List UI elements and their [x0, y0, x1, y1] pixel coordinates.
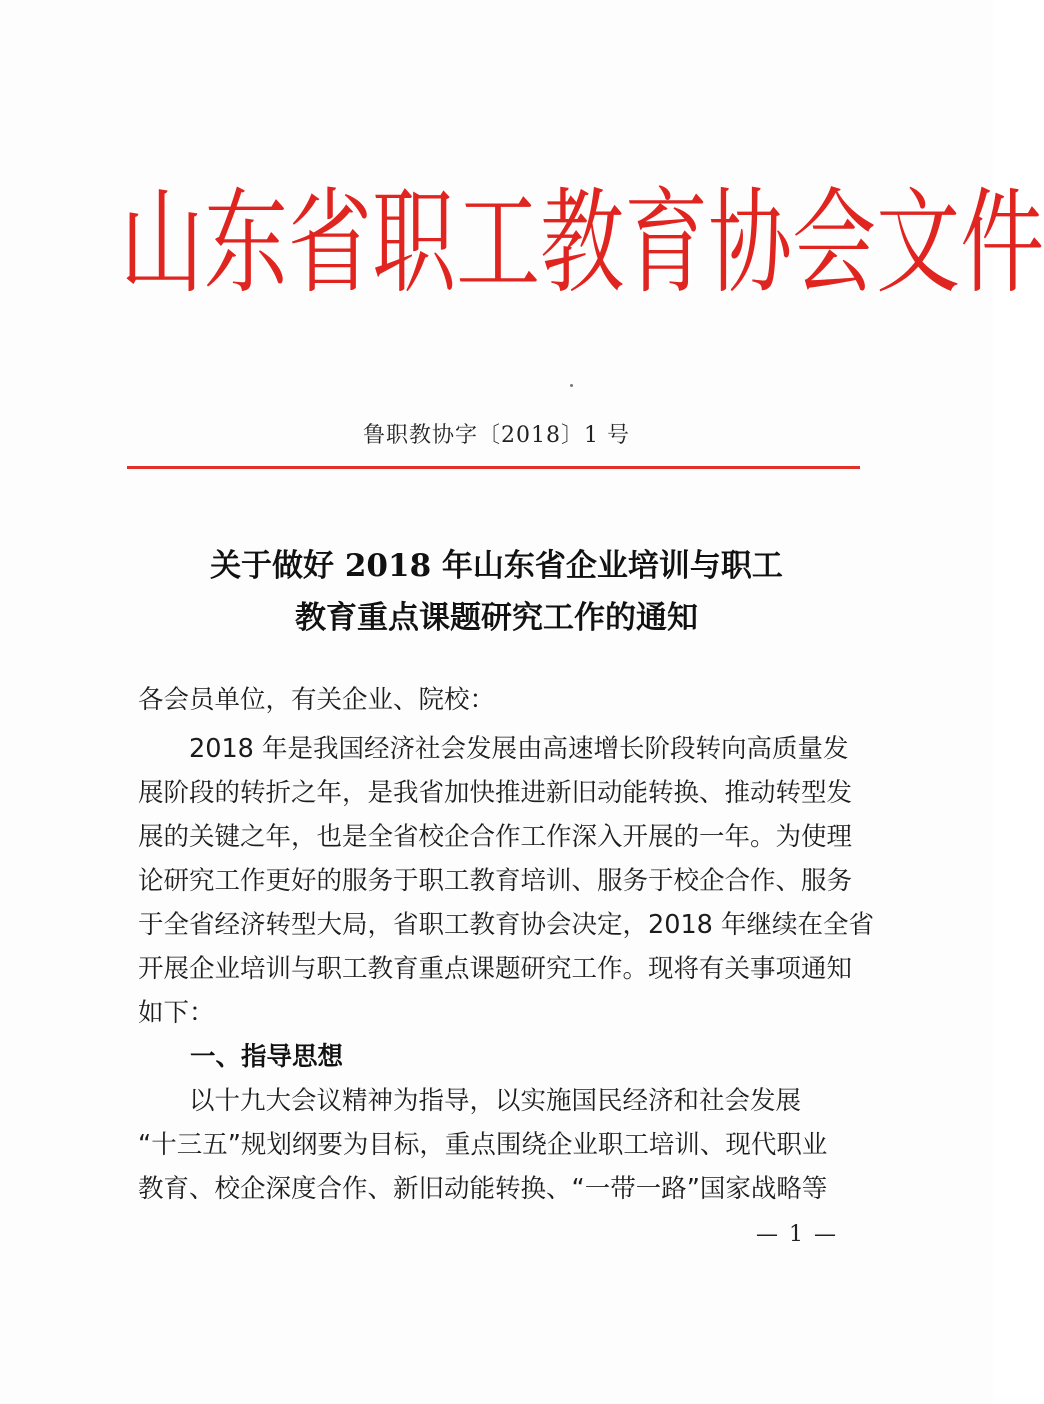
- masthead-char: 协: [708, 176, 793, 310]
- salutation: 各会员单位，有关企业、院校：: [138, 685, 496, 715]
- masthead-char: 件: [960, 176, 1044, 310]
- masthead: [120, 176, 1044, 310]
- paragraph-line: 论研究工作更好的服务于职工教育培训、服务于校企合作、服务: [138, 866, 853, 896]
- paragraph-line: 教育、校企深度合作、新旧动能转换、“一带一路”国家战略等: [138, 1174, 828, 1204]
- paragraph-line: 展的关键之年，也是全省校企合作工作深入开展的一年。为使理: [138, 822, 853, 852]
- paragraph-line: 如下：: [138, 998, 215, 1028]
- section-heading: 一、指导思想: [190, 1042, 344, 1072]
- title-line-1: 关于做好 2018 年山东省企业培训与职工: [210, 548, 783, 584]
- paragraph-line: 于全省经济转型大局，省职工教育协会决定，2018 年继续在全省: [138, 910, 875, 940]
- page-number: — 1 —: [756, 1222, 838, 1247]
- masthead-char: 教: [540, 176, 625, 310]
- paragraph-line: 开展企业培训与职工教育重点课题研究工作。现将有关事项通知: [138, 954, 853, 984]
- masthead-char: 育: [624, 176, 709, 310]
- masthead-char: 东: [204, 176, 289, 310]
- red-divider-line: [127, 466, 860, 469]
- paragraph-line: 以十九大会议精神为指导，以实施国民经济和社会发展: [138, 1086, 802, 1116]
- masthead-char: 会: [792, 176, 877, 310]
- paragraph-line: “十三五”规划纲要为目标，重点围绕企业职工培训、现代职业: [138, 1130, 828, 1160]
- scan-speck: [570, 384, 573, 387]
- title-line-2: 教育重点课题研究工作的通知: [295, 600, 698, 636]
- masthead-char: 文: [876, 176, 961, 310]
- document-number: 鲁职教协字〔2018〕1 号: [363, 423, 630, 448]
- paragraph-line: 2018 年是我国经济社会发展由高速增长阶段转向高质量发: [138, 734, 849, 764]
- masthead-char: 职: [372, 176, 457, 310]
- masthead-char: 工: [456, 176, 541, 310]
- masthead-char: 山: [120, 176, 205, 310]
- masthead-char: 省: [288, 176, 373, 310]
- paragraph-line: 展阶段的转折之年，是我省加快推进新旧动能转换、推动转型发: [138, 778, 853, 808]
